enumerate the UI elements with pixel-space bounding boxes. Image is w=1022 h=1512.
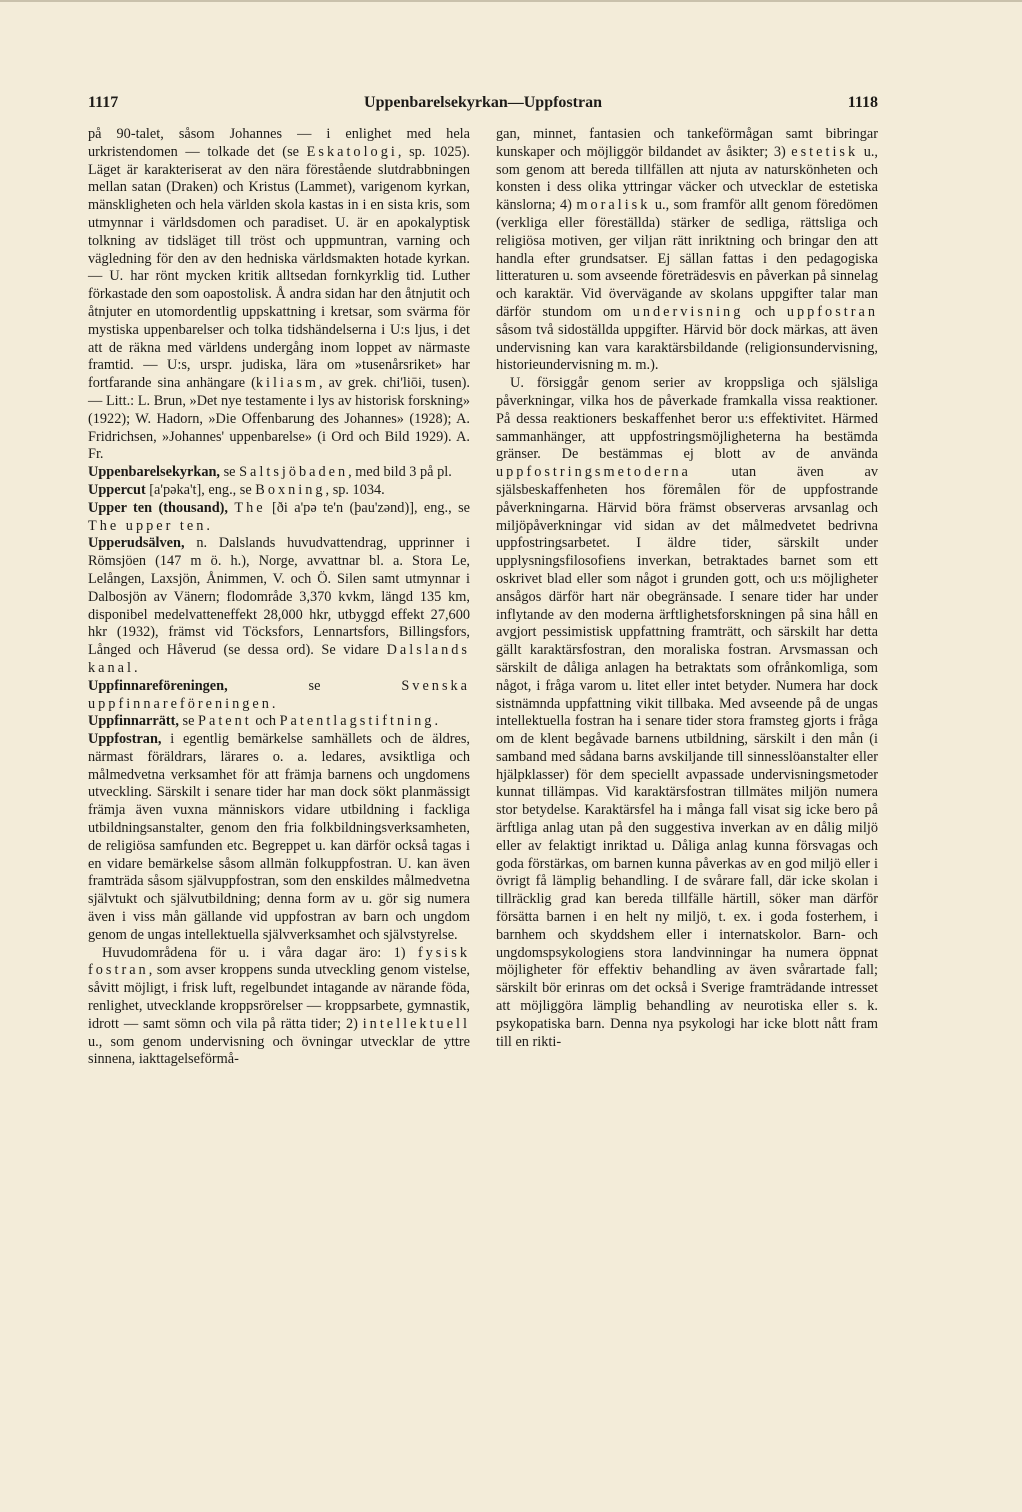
entry-upperudsalven: Upperudsälven, n. Dalslands huvudvattendrag, upprinner i Römsjöen (147 m ö. h.), Norge, avvattnar bl. a. Stora Le, Lelången, Laxsjön, Ånimmen, V. och Ö. Silen samt utmynnar i Dalbosjön av Vänern; flodområde 3,370 kvkm, längd 135 km, disponibel medelvatteneffekt 28,000 hkr, utbyggd effekt 27,600 hkr (1932), främst vid Töcksfors, Lennartsfors, Billingsfors, Långed och Håverud (se dessa ord). Se vidare Dalslands kanal. (88, 535, 470, 676)
paragraph-continuation: gan, minnet, fantasien och tankeförmågan samt bibringar kunskaper och möjliggör bildandet av åsikter; 3) estetisk u., som genom att bereda tillfällen att njuta av naturskönheten och konsten i dess olika yttringar väcker och utvecklar de estetiska känslorna; 4) moralisk u., som framför allt genom föredömen (verkliga eller föreställda) stärker de sedliga, rättsliga och religiösa motiven, ger viljan rätt inriktning och bringar den att handla efter grundsatser. Ej sällan fattas i den pedagogiska litteraturen u. som avseende företrädesvis en påverkan på sinnelag och karaktär. Vid övervägande av skolans uppgifter talar man därför stundom om undervisning och uppfostran såsom två sidoställda uppgifter. Härvid bör dock märkas, att även undervisning kan vara karaktärsbildande (religionsundervisning, historieundervisning m. m.). (496, 126, 878, 374)
right-column (496, 126, 878, 1051)
top-edge (0, 0, 1022, 2)
page-number-left: 1117 (88, 94, 119, 111)
entry-headword: Upperudsälven, (88, 535, 185, 552)
paragraph-pavarkningar: U. försiggår genom serier av kroppsliga och själsliga påverkningar, vilka hos de påverkade framkalla vissa reaktioner. På dessa reaktioners beskaffenhet beror u:s effektivitet. Härmed sammanhänger, att uppfostringsmöjligheterna ha bestämda gränser. De bestämmas ej blott av de använda uppfostringsmetoderna utan även av själsbeskaffenheten hos föremålen för de uppfostrande påverkningarna. Härvid böra främst observeras arvsanlag och miljöpåverkningar vid sidan av det målmedvetet bedrivna uppfostringsarbetet. I äldre tider, särskilt under upplysningsfilosofiens inverkan, betraktades barnet som ett oskrivet blad eller som något i grunden gott, och u:s möjligheter ansågos därför hart när obegränsade. I senare tider har under inflytande av den moderna ärftlighetsforskningen på sina håll en avgjort pessimistisk uppfattning framträtt, och särskilt har detta gällt karaktärsfostran, den moraliska fostran. Arvsmassan och särskilt de dåliga anlagen ha betraktats som ofrånkomliga, som något, i fråga varom u. litet eller intet betyder. Numera har dock sistnämnda uppfattning vikit tillbaka. Med avseende på de ungas intellektuella fostran ha i senare tider stora framsteg gjorts i fråga om de klent begåvade barnens utbildning, särskilt i den mån (i samband med sådana barns avskiljande till sinnesslöanstalter eller hjälpklasser) för dem speciellt avpassade undervisningsmetoder kunnat tillämpas. Vid karaktärsfostran tillmätes miljön numera stor betydelse. Karaktärsfel ha i många fall visat sig icke bero på ärftliga anlag utan på den suggestiva inverkan av en dålig miljö eller av felaktigt inriktad u. Dåliga anlag kunna försvagas och goda förstärkas, om barnen kunna påverkas av en god miljö eller i övrigt få lämplig behandling. I de svårare fall, där icke skolan i tillräcklig grad kan bereda tillfälle härtill, söker man därför försätta barnen i en helt ny miljö, t. ex. i goda fosterhem, i barnhem och skyddshem eller i internatskolor. Barn- och ungdomspsykologiens stora landvinningar ha numera öppnat möjligheter för effektiv behandling av även svårartade fall; särskilt bör erinras om det också i Sverige framträdande intresset att möjliggöra lämplig behandling av neurotiska eller s. k. psykopatiska barn. Denna nya psykologi har icke blott nått fram till en rikti- (496, 375, 878, 1050)
entry-uppercut: Uppercut [a'pəka't], eng., se Boxning, sp. 1034. (88, 481, 385, 498)
running-header (88, 94, 878, 118)
entry-headword: Uppercut (88, 481, 146, 498)
entry-headword: Upper ten (thousand), (88, 499, 228, 516)
entry-headword: Uppfinnareföreningen, (88, 677, 228, 694)
entry-uppfinnareforeningen: Uppfinnareföreningen, se Svenska uppfinnareföreningen. (88, 677, 470, 712)
entry-uppenbarelsekyrkan: Uppenbarelsekyrkan, se Saltsjöbaden, med bild 3 på pl. (88, 464, 452, 481)
entry-headword: Uppfostran, (88, 731, 162, 748)
entry-headword: Uppenbarelsekyrkan, (88, 464, 221, 481)
paragraph-huvudomraden: Huvudområdena för u. i våra dagar äro: 1) fysisk fostran, som avser kroppens sunda utveckling genom vistelse, såvitt möjligt, i frisk luft, regelbundet intagande av närande föda, renlighet, utvecklande kroppsrörelser — kroppsarbete, gymnastik, idrott — samt sömn och vila på rätta tider; 2) intellektuell u., som genom undervisning och övningar utvecklar de yttre sinnena, iakttagelseförmå- (88, 944, 470, 1068)
article-continuation: på 90-talet, såsom Johannes — i enlighet med hela urkristendomen — tolkade det (se Eskatologi, sp. 1025). Läget är karakteriserat av den nära förestående slutdrabbningen mellan satan (Draken) och Kristus (Lammet), varigenom kyrkan, mänskligheten och hela världen skola kastas in i en sista kris, som utmynnar i världsdomen och paradiset. U. är en apokalyptisk tolkning av tidsläget till tröst och uppmuntran, varning och vägledning för den av den hedniska världsmakten hotade kyrkan. — U. har rönt mycken kritik alltsedan fornkyrklig tid. Luther förkastade den som oapostolisk. Å andra sidan har den åtnjutit och åtnjuter en utomordentlig uppskattning i kretsar, som svärma för mystiska uppenbarelser och tolka tidshändelserna i U:s ljus, i det att de räkna med världens undergång inom loppet av närmaste framtid. — U:s, urspr. judiska, lära om »tusenårsriket» har fortfarande sina anhängare (kiliasm, av grek. chi'liōi, tusen). — Litt.: L. Brun, »Det nye testamente i lys av historisk forskning» (1922); W. Hadorn, »Die Offenbarung des Johannes» (1928); A. Fridrichsen, »Johannes' uppenbarelse» (i Ord och Bild 1929). A. Fr. (88, 126, 471, 463)
entry-headword: Uppfinnarrätt, (88, 713, 179, 730)
entry-uppfostran: Uppfostran, i egentlig bemärkelse samhällets och de äldres, närmast föräldrars, lärares o. a. ledares, avsiktliga och målmedvetna verksamhet för att främja barnens och ungdomens utveckling. Särskilt i senare tider har man dock sökt planmässigt främja även vuxna människors vidare utbildning i fackliga utbildningsanstalter, genom den fria folkbildningsverksamheten, de religiösa samfunden etc. Begreppet u. kan därför också tagas i en vidare bemärkelse såsom allmän folkuppfostran. U. kan även framträda såsom självuppfostran, som den enskildes målmedvetna självtukt och självutbildning; denna form av u. gör sig numera även i viss mån gällande vid uppfostran av barn och ungdom genom de ungas intellektuella självverksamhet och självstyrelse. (88, 731, 470, 943)
page-title: Uppenbarelsekyrkan—Uppfostran (364, 94, 602, 111)
left-column (88, 126, 470, 1069)
entry-upper-ten: Upper ten (thousand), The [ði a'pə te'n (þau'zənd)], eng., se The upper ten. (88, 499, 470, 534)
entry-uppfinnarratt: Uppfinnarrätt, se Patent och Patentlagstiftning. (88, 713, 439, 730)
page-number-right: 1118 (847, 94, 878, 111)
